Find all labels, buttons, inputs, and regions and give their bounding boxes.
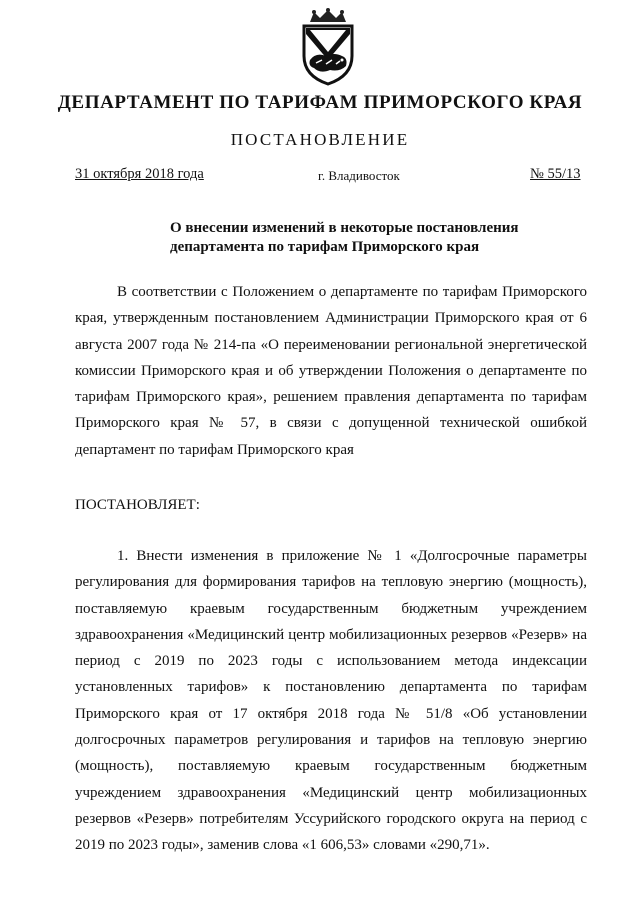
document-date: 31 октября 2018 года — [75, 166, 204, 182]
department-title: ДЕПАРТАМЕНТ ПО ТАРИФАМ ПРИМОРСКОГО КРАЯ — [57, 92, 583, 113]
item-1-paragraph: 1. Внести изменения в приложение № 1 «Долгосрочные параметры регулирования для формирования тарифов на тепловую энергию (мощность), поставляемую краевым государственным бюджетным учреждением здравоохранения «Медицинский центр мобилизационных резервов «Резерв» на период с 2019 по 2023 годы с использованием метода индексации установленных тарифов» к постановлению департамента по тарифам Приморского края от 17 октября 2018 года № 51/8 «Об установлении долгосрочных параметров регулирования и тарифов на тепловую энергию (мощность), поставляемую краевым государственным бюджетным учреждением здравоохранения «Медицинский центр мобилизационных резервов «Резерв» потребителям Уссурийского городского округа на период с 2019 по 2023 годы», заменив слова «1 606,53» словами «290,71». — [75, 548, 587, 854]
coat-of-arms-icon — [296, 8, 360, 86]
document-subject: О внесении изменений в некоторые постановления департамента по тарифам Приморского края — [170, 220, 519, 255]
document-city: г. Владивосток — [318, 168, 400, 183]
document-number: № 55/13 — [530, 166, 581, 182]
document-type: ПОСТАНОВЛЕНИЕ — [230, 130, 410, 149]
resolves-heading: ПОСТАНОВЛЯЕТ: — [75, 497, 200, 513]
preamble-paragraph: В соответствии с Положением о департаменте по тарифам Приморского края, утвержденным постановлением Администрации Приморского края от 6 августа 2007 года № 214-па «О переименовании региональной энергетической комиссии Приморского края и об утверждении Положения о департаменте по тарифам Приморского края», решением правления департамента по тарифам Приморского края № 57, в связи с допущенной технической ошибкой департамент по тарифам Приморского края — [75, 284, 587, 458]
